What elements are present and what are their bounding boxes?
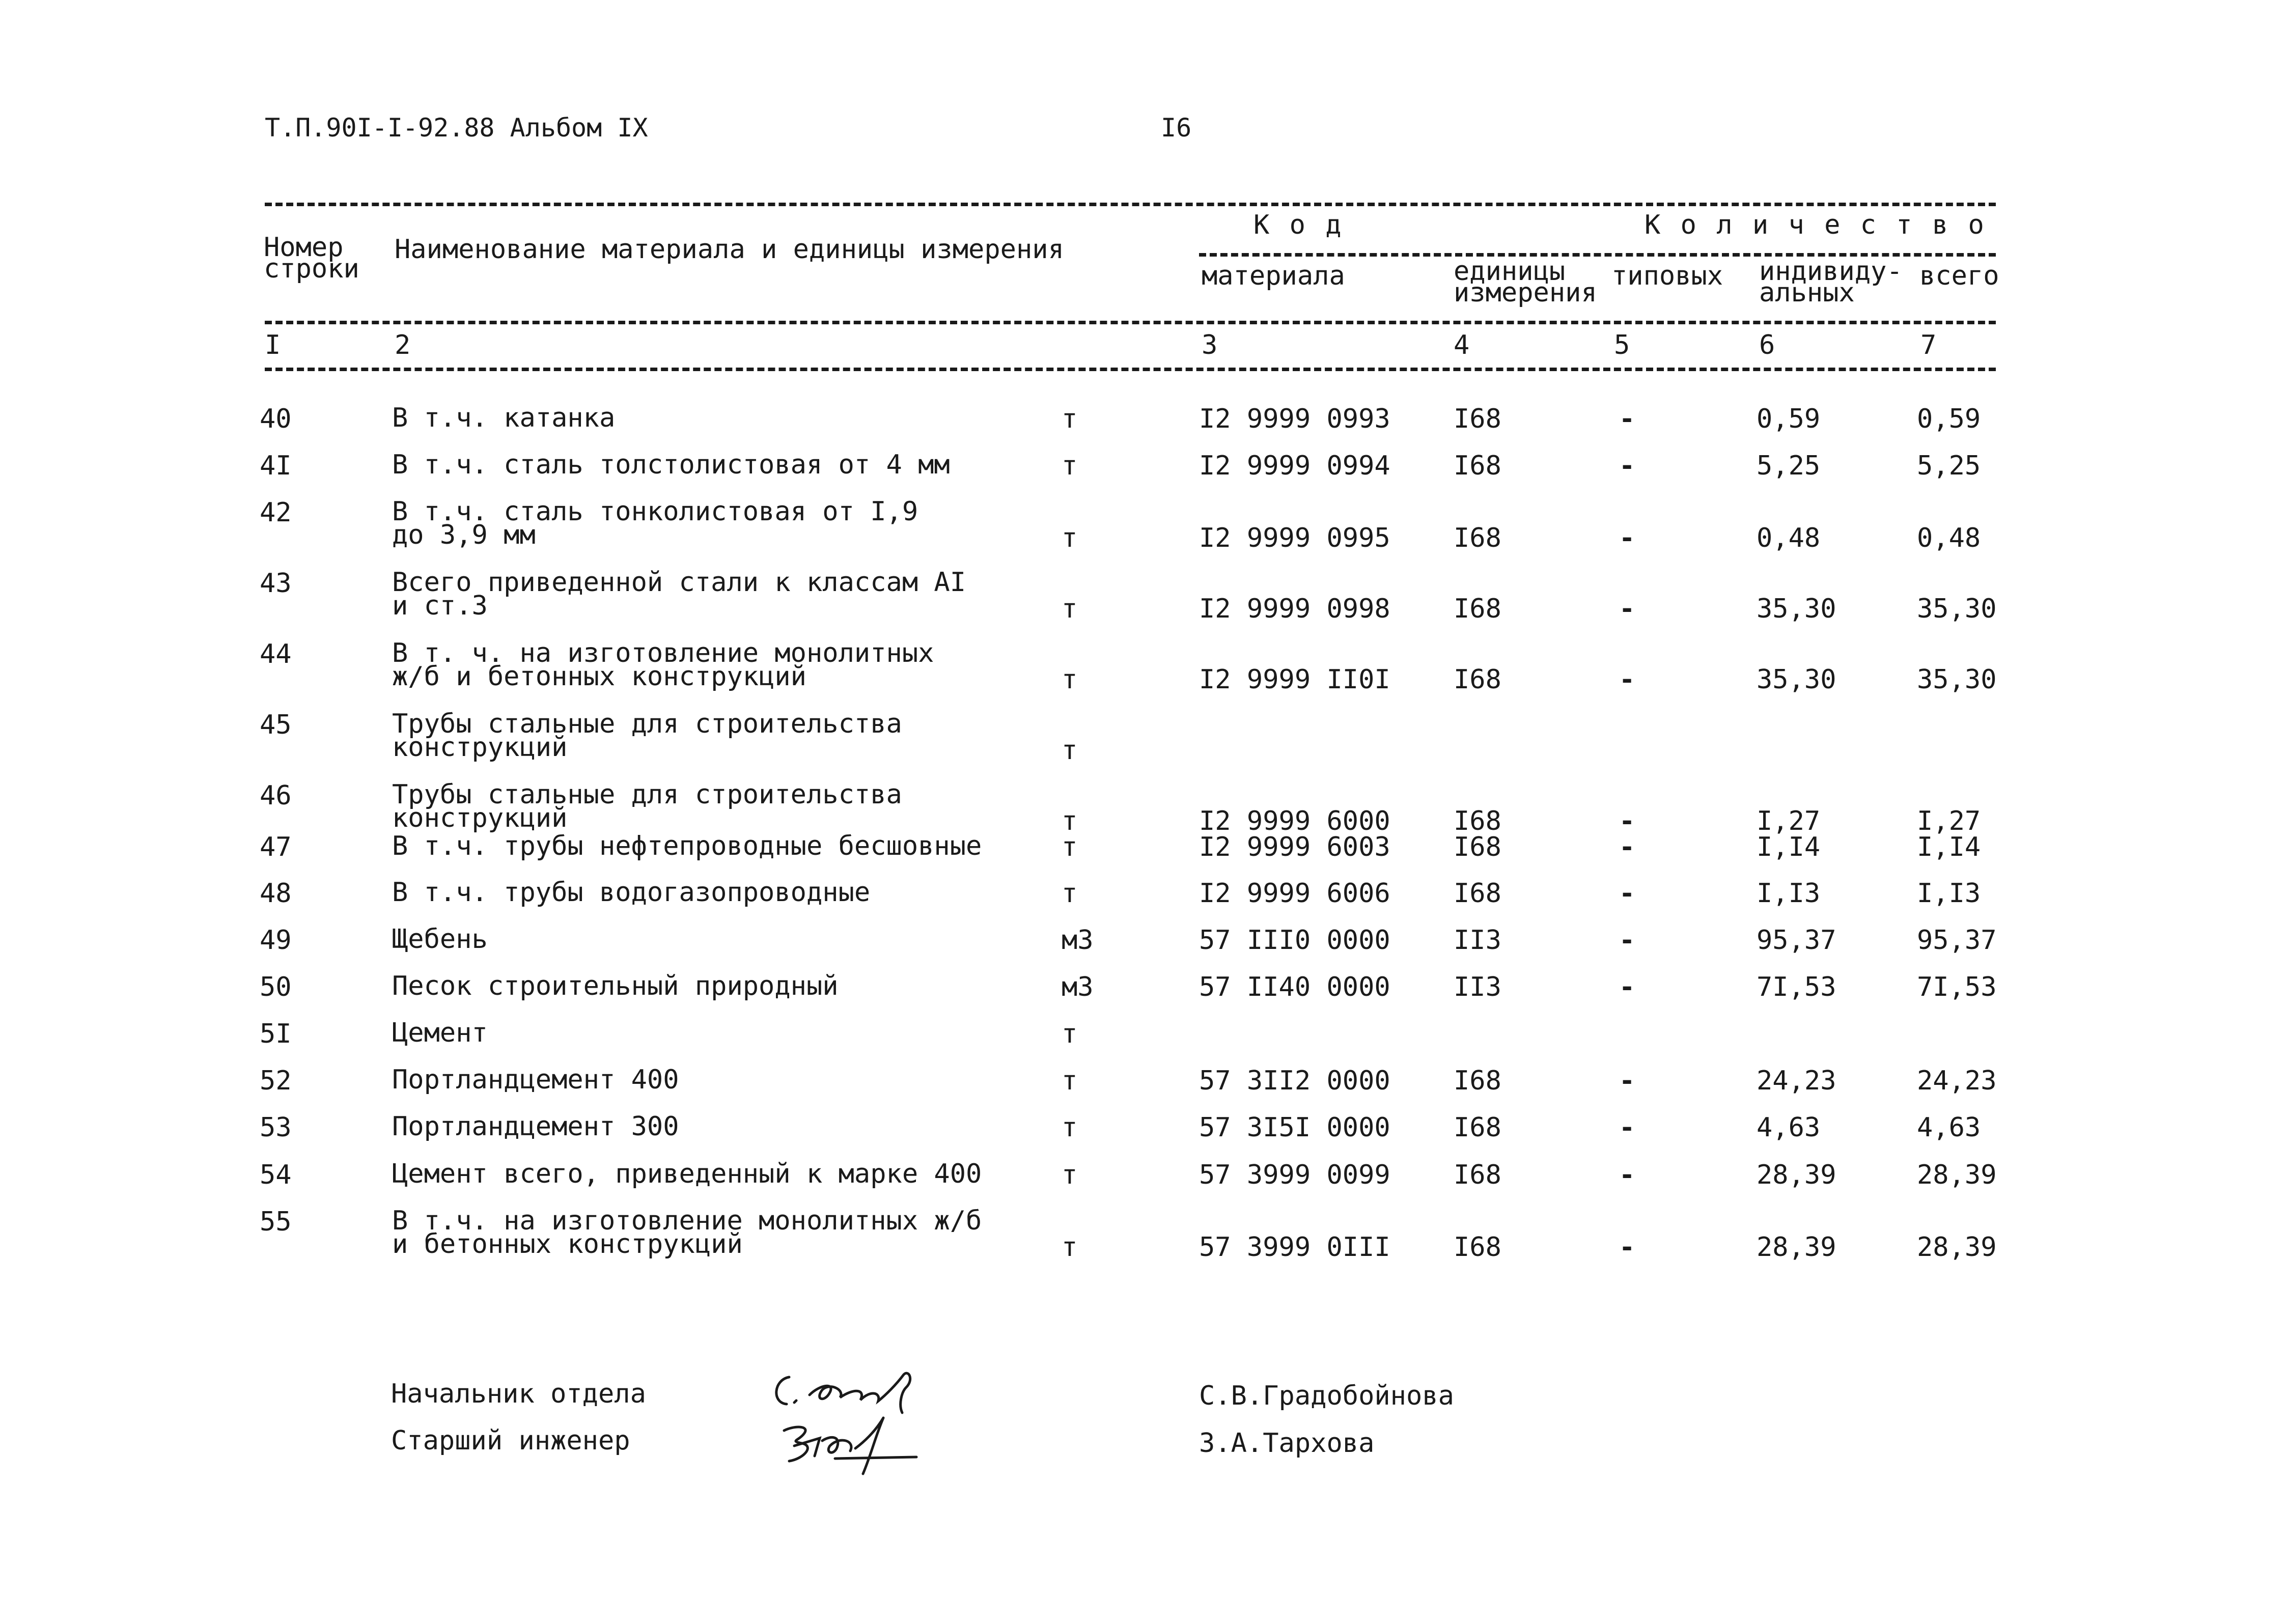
header-code-group: К о д (1253, 210, 1344, 240)
column-number-3: 3 (1202, 330, 1218, 360)
unit-label: т (1062, 404, 1078, 434)
material-name: Щебень (392, 924, 488, 955)
typical-quantity: - (1619, 523, 1635, 553)
total-quantity: I,I3 (1917, 878, 1981, 909)
total-quantity: 4,63 (1917, 1112, 1981, 1143)
signature-position-2: Старший инженер (391, 1425, 630, 1456)
row-number: 49 (260, 925, 292, 956)
unit-label: т (1062, 878, 1078, 909)
signature-name-1: С.В.Градобойнова (1199, 1381, 1454, 1411)
row-number: 47 (260, 832, 292, 862)
row-number: 4I (260, 451, 292, 481)
unit-code: I68 (1454, 523, 1501, 553)
header-typical: типовых (1611, 261, 1723, 291)
material-name: В т. ч. на изготовление монолитных ж/б и бетонных конструкций (392, 638, 934, 692)
total-quantity: 28,39 (1917, 1160, 1997, 1190)
column-numbers-divider (265, 368, 1996, 371)
individual-quantity: I,I4 (1757, 832, 1821, 862)
material-name: Портландцемент 400 (392, 1065, 679, 1095)
row-number: 40 (260, 404, 292, 434)
typical-quantity: - (1619, 878, 1635, 909)
header-name: Наименование материала и единицы измерения (395, 234, 1064, 265)
total-quantity: 0,59 (1917, 404, 1981, 434)
material-code: I2 9999 6003 (1199, 832, 1390, 862)
material-name: Цемент (392, 1018, 488, 1048)
individual-quantity: 4,63 (1757, 1112, 1821, 1143)
header-material-code: материала (1202, 261, 1345, 291)
row-number: 55 (260, 1207, 292, 1237)
material-name: Песок строительный природный (392, 971, 839, 1001)
material-name: Всего приведенной стали к классам AI и ст.3 (392, 567, 966, 621)
unit-code: I68 (1454, 451, 1501, 481)
typical-quantity: - (1619, 594, 1635, 624)
unit-code: I68 (1454, 404, 1501, 434)
individual-quantity: 0,48 (1757, 523, 1821, 553)
typical-quantity: - (1619, 404, 1635, 434)
unit-code: I68 (1454, 1232, 1501, 1263)
typical-quantity: - (1619, 1066, 1635, 1096)
individual-quantity: 95,37 (1757, 925, 1836, 956)
row-number: 46 (260, 780, 292, 811)
document-reference: Т.П.90I-I-92.88 Альбом IX (265, 113, 648, 143)
row-number: 48 (260, 878, 292, 909)
signature-position-1: Начальник отдела (391, 1379, 646, 1409)
unit-label: т (1062, 1160, 1078, 1190)
unit-code: I68 (1454, 1160, 1501, 1190)
individual-quantity: 5,25 (1757, 451, 1821, 481)
individual-quantity: 0,59 (1757, 404, 1821, 434)
total-quantity: I,I4 (1917, 832, 1981, 862)
individual-quantity: 7I,53 (1757, 972, 1836, 1002)
total-quantity: 28,39 (1917, 1232, 1997, 1263)
typical-quantity: - (1619, 1160, 1635, 1190)
typical-quantity: - (1619, 1232, 1635, 1263)
row-number: 45 (260, 710, 292, 740)
total-quantity: 95,37 (1917, 925, 1997, 956)
unit-code: I68 (1454, 878, 1501, 909)
individual-quantity: 28,39 (1757, 1160, 1836, 1190)
unit-label: т (1062, 1066, 1078, 1096)
total-quantity: 35,30 (1917, 664, 1997, 695)
unit-label: т (1062, 832, 1078, 862)
column-number-2: 2 (395, 330, 411, 360)
typical-quantity: - (1619, 925, 1635, 956)
material-name: В т.ч. трубы нефтепроводные бесшовные (392, 831, 982, 861)
typical-quantity: - (1619, 451, 1635, 481)
material-code: 57 3I5I 0000 (1199, 1112, 1390, 1143)
column-number-1: I (265, 330, 281, 360)
individual-quantity: I,I3 (1757, 878, 1821, 909)
material-code: 57 3999 0III (1199, 1232, 1390, 1263)
header-total: всего (1919, 261, 1999, 291)
material-name: Цемент всего, приведенный к марке 400 (392, 1159, 982, 1189)
material-code: 57 3II2 0000 (1199, 1066, 1390, 1096)
typical-quantity: - (1619, 1112, 1635, 1143)
unit-code: I68 (1454, 806, 1501, 836)
column-number-5: 5 (1614, 330, 1630, 360)
unit-code: I68 (1454, 594, 1501, 624)
material-name: Трубы стальные для строительства конструкций (392, 779, 902, 833)
individual-quantity: 35,30 (1757, 664, 1836, 695)
unit-code: I68 (1454, 664, 1501, 695)
total-quantity: 5,25 (1917, 451, 1981, 481)
total-quantity: I,27 (1917, 806, 1981, 836)
typical-quantity: - (1619, 664, 1635, 695)
signature-name-2: З.А.Тархова (1199, 1428, 1375, 1459)
unit-label: т (1062, 1232, 1078, 1263)
material-code: 57 II40 0000 (1199, 972, 1390, 1002)
unit-label: т (1062, 594, 1078, 624)
row-number: 50 (260, 972, 292, 1002)
row-number: 43 (260, 568, 292, 599)
unit-label: т (1062, 523, 1078, 553)
material-code: I2 9999 0998 (1199, 594, 1390, 624)
unit-code: I68 (1454, 1066, 1501, 1096)
unit-label: м3 (1062, 925, 1094, 956)
handwritten-signature-2 (774, 1410, 937, 1481)
row-number: 5I (260, 1019, 292, 1049)
individual-quantity: 24,23 (1757, 1066, 1836, 1096)
typical-quantity: - (1619, 972, 1635, 1002)
row-number: 53 (260, 1112, 292, 1143)
unit-label: т (1062, 1112, 1078, 1143)
header-bottom-divider (265, 321, 1996, 324)
total-quantity: 35,30 (1917, 594, 1997, 624)
individual-quantity: I,27 (1757, 806, 1821, 836)
individual-quantity: 28,39 (1757, 1232, 1836, 1263)
unit-code: II3 (1454, 972, 1501, 1002)
total-quantity: 7I,53 (1917, 972, 1997, 1002)
material-name: Трубы стальные для строительства конструкций (392, 709, 902, 763)
material-code: I2 9999 6006 (1199, 878, 1390, 909)
unit-label: т (1062, 735, 1078, 766)
column-number-6: 6 (1759, 330, 1775, 360)
individual-quantity: 35,30 (1757, 594, 1836, 624)
unit-label: т (1062, 451, 1078, 481)
material-name: В т.ч. трубы водогазопроводные (392, 877, 871, 908)
row-number: 44 (260, 639, 292, 669)
total-quantity: 24,23 (1917, 1066, 1997, 1096)
unit-label: т (1062, 664, 1078, 695)
unit-code: I68 (1454, 832, 1501, 862)
material-name: В т.ч. сталь толстолистовая от 4 мм (392, 450, 950, 480)
material-code: I2 9999 0994 (1199, 451, 1390, 481)
unit-code: I68 (1454, 1112, 1501, 1143)
header-unit-code: единицы измерения (1454, 256, 1597, 308)
material-name: В т.ч. на изготовление монолитных ж/б и бетонных конструкций (392, 1206, 982, 1259)
row-number: 42 (260, 497, 292, 528)
header-individual: индивиду- альных (1759, 256, 1903, 308)
material-code: I2 9999 0993 (1199, 404, 1390, 434)
header-row-number: Номер строки (264, 232, 359, 284)
header-quantity-group: К о л и ч е с т в о (1645, 210, 1986, 240)
typical-quantity: - (1619, 832, 1635, 862)
typical-quantity: - (1619, 806, 1635, 836)
unit-code: II3 (1454, 925, 1501, 956)
column-number-4: 4 (1454, 330, 1470, 360)
material-code: I2 9999 0995 (1199, 523, 1390, 553)
unit-label: т (1062, 1019, 1078, 1049)
header-top-divider (265, 203, 1996, 206)
material-name: Портландцемент 300 (392, 1111, 679, 1142)
column-number-7: 7 (1920, 330, 1937, 360)
material-code: I2 9999 6000 (1199, 806, 1390, 836)
page-number: I6 (1161, 113, 1192, 143)
total-quantity: 0,48 (1917, 523, 1981, 553)
unit-label: т (1062, 806, 1078, 836)
material-code: I2 9999 II0I (1199, 664, 1390, 695)
material-code: 57 III0 0000 (1199, 925, 1390, 956)
material-name: В т.ч. катанка (392, 403, 616, 433)
material-code: 57 3999 0099 (1199, 1160, 1390, 1190)
unit-label: м3 (1062, 972, 1094, 1002)
row-number: 52 (260, 1066, 292, 1096)
row-number: 54 (260, 1160, 292, 1190)
material-name: В т.ч. сталь тонколистовая от I,9 до 3,9 мм (392, 496, 918, 550)
